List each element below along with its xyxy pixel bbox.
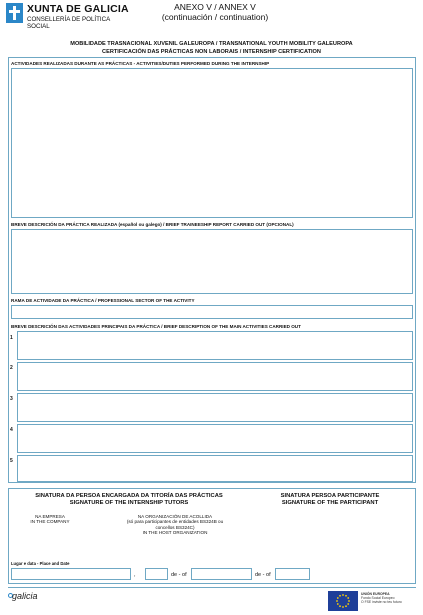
activity-number-1: 1 [10, 335, 13, 341]
activity-field-1[interactable] [17, 331, 413, 360]
participant-signature-title [255, 493, 405, 507]
activities-label: ACTIVIDADES REALIZADAS DURANTE AS PRÁCTICAS - ACTIVITIES/DUTIES PERFORMED DURING THE INTERNSHIP [11, 61, 270, 66]
program-title: MOBILIDADE TRASNACIONAL XUVENIL GALEUROPA / TRANSNATIONAL YOUTH MOBILITY GALEUROPA [70, 41, 353, 47]
participant-title-line-1: SINATURA PERSOA PARTICIPANTE [280, 493, 380, 499]
brief-description-field[interactable] [11, 229, 413, 294]
certification-title: CERTIFICACIÓN DAS PRÁCTICAS NON LABORAIS / INTERNSHIP CERTIFICATION [102, 49, 321, 55]
sector-label: RAMA DE ACTIVIDADE DA PRÁCTICA / PROFESSIONAL SECTOR OF THE ACTIVITY [11, 298, 195, 303]
company-line-2: IN THE COMPANY [30, 519, 70, 525]
xunta-logo-icon [6, 3, 23, 23]
participant-title-line-2: SIGNATURE OF THE PARTICIPANT [281, 500, 379, 506]
host-line-1: NA ORGANIZACIÓN DE ACOLLIDA [137, 514, 213, 519]
activity-field-4[interactable] [17, 424, 413, 453]
comma-separator: , [134, 572, 136, 578]
annex-line-2: (continuación / continuation) [161, 11, 269, 22]
company-signature-label [20, 514, 80, 525]
company-line-1: NA EMPRESA [35, 514, 65, 519]
host-line-4: IN THE HOST ORGANIZATION [142, 530, 208, 536]
main-activities-label: BREVE DESCRICIÓN DAS ACTIVIDADES PRINCIPAIS DA PRÁCTICA / BRIEF DESCRIPTION OF THE MAIN ACTIVITIES CARRIED OUT [11, 324, 301, 329]
year-field[interactable] [275, 568, 310, 580]
month-field[interactable] [191, 568, 252, 580]
eu-flag-icon [328, 591, 358, 611]
de-of-separator-1: de - of [171, 572, 187, 578]
host-line-3: concellos BS324C) [155, 524, 195, 530]
department-name [27, 16, 127, 30]
eu-line-2: Fondo Social Europeo [361, 596, 395, 600]
place-field[interactable] [11, 568, 131, 580]
department-line-2: SOCIAL [27, 23, 50, 30]
brief-description-label: BREVE DESCRICIÓN DA PRÁCTICA REALIZADA (español ou galego) / BRIEF TRAINEESHIP REPORT CARRIED OUT (OPCIONAL) [11, 222, 294, 227]
footer-divider [8, 587, 416, 588]
eu-line-1: UNIÓN EUROPEA [361, 592, 390, 596]
tutors-signature-title [14, 493, 244, 507]
activity-number-2: 2 [10, 365, 13, 371]
activity-field-2[interactable] [17, 362, 413, 391]
sector-field[interactable] [11, 305, 413, 319]
eu-line-3: O FSE inviste no teu futuro [361, 600, 402, 604]
activity-number-5: 5 [10, 458, 13, 464]
annex-title [160, 3, 270, 22]
annex-line-1: ANEXO V / ANNEX V [174, 2, 256, 12]
tutors-title-line-2: SIGNATURE OF THE INTERNSHIP TUTORS [69, 500, 189, 506]
day-field[interactable] [145, 568, 168, 580]
galicia-brand: galicia [12, 591, 38, 601]
tutors-title-line-1: SINATURA DA PERSOA ENCARGADA DA TITORÍA DAS PRÁCTICAS [35, 493, 223, 499]
host-signature-label [110, 514, 240, 536]
host-line-2: (só para participantes de entidades BS324B ou [126, 519, 224, 525]
activity-number-3: 3 [10, 396, 13, 402]
activity-number-4: 4 [10, 427, 13, 433]
org-name: XUNTA DE GALICIA [27, 3, 129, 15]
de-of-separator-2: de - of [255, 572, 271, 578]
activity-field-5[interactable] [17, 455, 413, 482]
department-line-1: CONSELLERÍA DE POLÍTICA [27, 16, 111, 23]
activities-field[interactable] [11, 68, 413, 218]
place-date-label: Lugar e data - Place and Date [11, 561, 70, 566]
activity-field-3[interactable] [17, 393, 413, 422]
eu-fund-text [361, 592, 416, 604]
